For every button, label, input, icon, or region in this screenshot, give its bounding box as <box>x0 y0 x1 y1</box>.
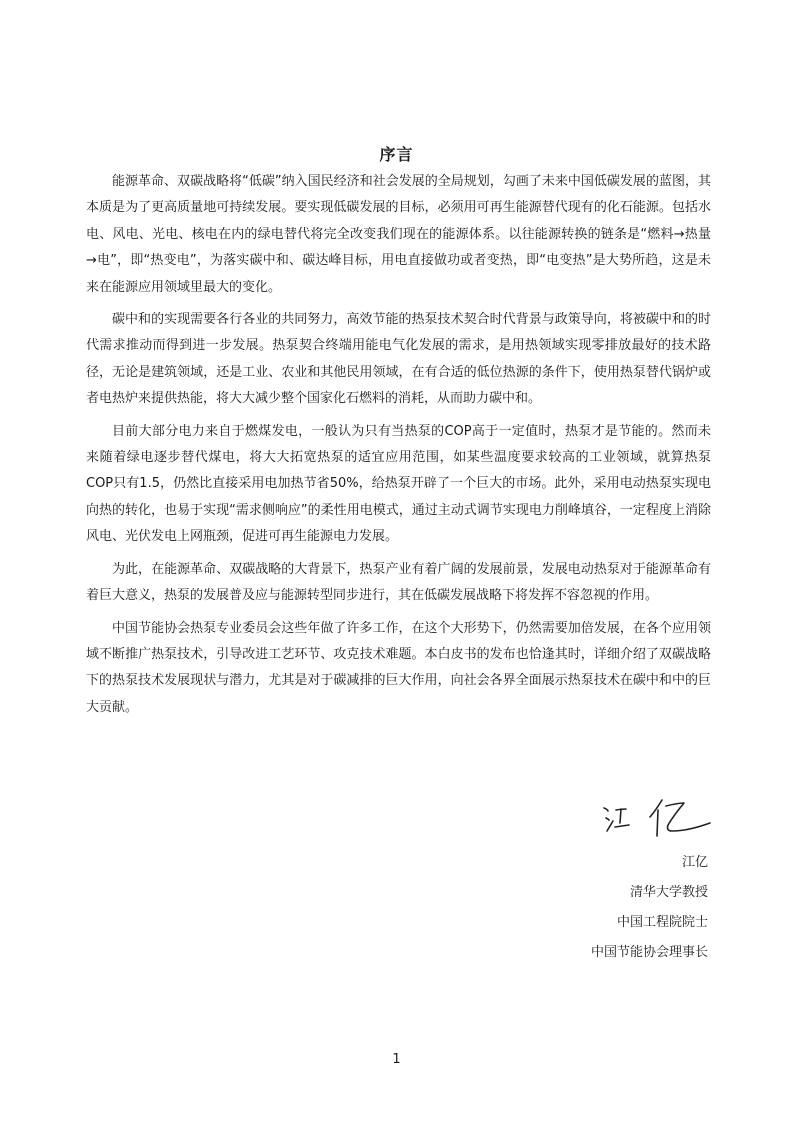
signatory-title-1: 清华大学教授 <box>629 885 708 900</box>
signatory-name: 江亿 <box>681 855 708 870</box>
page-number: 1 <box>392 1052 401 1067</box>
preface-body <box>86 169 711 727</box>
signatory-title-2: 中国工程院院士 <box>616 915 708 930</box>
paragraph-4: 为此，在能源革命、双碳战略的大背景下，热泵产业有着广阔的发展前景，发展电动热泵对于能源革命有着巨大意义，热泵的发展普及应与能源转型同步进行，其在低碳发展战略下将发挥不容忽视的作用。 <box>86 561 711 604</box>
paragraph-1: 能源革命、双碳战略将“低碳”纳入国民经济和社会发展的全局规划，勾画了未来中国低碳发展的蓝图，其本质是为了更高质量地可持续发展。要实现低碳发展的目标，必须用可再生能源替代现有的化石能源。包括水电、风电、光电、核电在内的绿电替代将完全改变我们现在的能源体系。以往能源转换的链条是“燃料→热量→电”，即“热变电”，为落实碳中和、碳达峰目标，用电直接做功或者变热，即“电变热”是大势所趋，这是未来在能源应用领域里最大的变化。 <box>86 174 711 295</box>
handwritten-signature <box>600 796 712 840</box>
signatory-title-3: 中国节能协会理事长 <box>590 945 708 960</box>
paragraph-3: 目前大部分电力来自于燃煤发电，一般认为只有当热泵的COP高于一定值时，热泵才是节能的。然而未来随着绿电逐步替代煤电，将大大拓宽热泵的适宜应用范围，如某些温度要求较高的工业领域，就算热泵COP只有1.5，仍然比直接采用电加热节省50%，给热泵开辟了一个巨大的市场。此外，采用电动热泵实现电向热的转化，也易于实现“需求侧响应”的柔性用电模式，通过主动式调节实现电力削峰填谷，一定程度上消除风电、光伏发电上网瓶颈，促进可再生能源电力发展。 <box>86 423 711 545</box>
page-title: 序言 <box>379 145 414 164</box>
paragraph-2: 碳中和的实现需要各行各业的共同努力，高效节能的热泵技术契合时代背景与政策导向，将被碳中和的时代需求推动而得到进一步发展。热泵契合终端用能电气化发展的需求，是用热领域实现零排放最好的技术路径，无论是建筑领域，还是工业、农业和其他民用领域，在有合适的低位热源的条件下，使用热泵替代锅炉或者电热炉来提供热能，将大大减少整个国家化石燃料的消耗，从而助力碳中和。 <box>86 312 711 407</box>
paragraph-5: 中国节能协会热泵专业委员会这些年做了许多工作，在这个大形势下，仍然需要加倍发展，在各个应用领域不断推广热泵技术，引导改进工艺环节、攻克技术难题。本白皮书的发布也恰逢其时，详细介绍了双碳战略下的热泵技术发展现状与潜力，尤其是对于碳减排的巨大作用，向社会各界全面展示热泵技术在碳中和中的巨大贡献。 <box>86 620 711 715</box>
